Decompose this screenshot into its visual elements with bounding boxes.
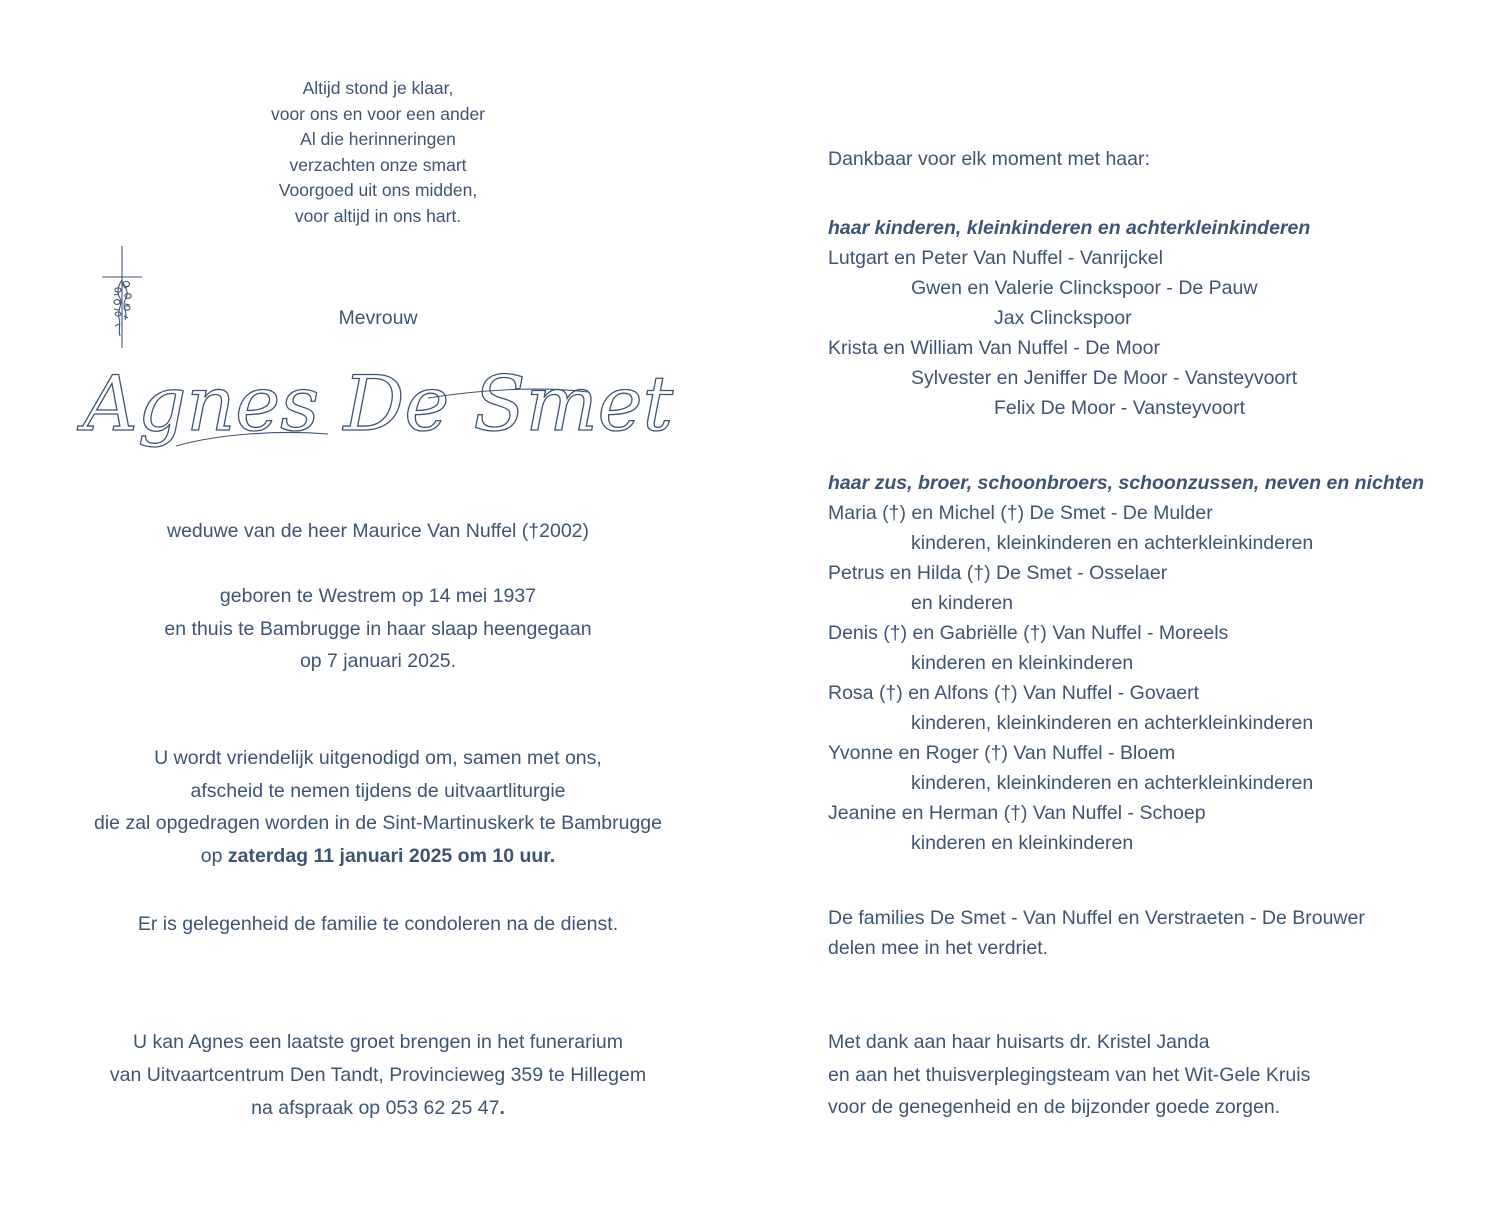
born-line: geboren te Westrem op 14 mei 1937	[219, 585, 537, 607]
greeting-last-line	[40, 1092, 716, 1125]
children-group	[828, 213, 1478, 423]
poem-line: Altijd stond je klaar,	[302, 78, 454, 98]
born-line: en thuis te Bambrugge in haar slaap heengegaan	[164, 617, 592, 640]
poem-line: Al die herinneringen	[300, 129, 456, 149]
thanks-note	[828, 1026, 1478, 1124]
family-line: Maria (†) en Michel (†) De Smet - De Mulder	[828, 502, 1213, 524]
greeting-line: van Uitvaartcentrum Den Tandt, Provincieweg 359 te Hillegem	[109, 1064, 647, 1086]
deceased-name: Agnes De Smet	[82, 359, 674, 448]
invite-line: afscheid te nemen tijdens de uitvaartliturgie	[190, 779, 566, 802]
funeral-invitation	[40, 742, 716, 872]
widow-line: weduwe van de heer Maurice Van Nuffel (†2002)	[166, 520, 590, 542]
families-line: De families De Smet - Van Nuffel en Verstraeten - De Brouwer	[828, 907, 1365, 929]
salutation: Mevrouw	[338, 307, 418, 329]
family-line: kinderen en kleinkinderen	[911, 832, 1134, 854]
family-line: Jeanine en Herman (†) Van Nuffel - Schoep	[828, 802, 1206, 824]
poem-line: voor ons en voor een ander	[270, 103, 486, 124]
thanks-line: Met dank aan haar huisarts dr. Kristel Janda	[828, 1031, 1210, 1053]
greeting-period: .	[499, 1097, 505, 1119]
invite-date-line	[40, 840, 716, 873]
family-line: kinderen, kleinkinderen en achterkleinkinderen	[911, 712, 1314, 734]
thanks-line: en aan het thuisverplegingsteam van het Wit-Gele Kruis	[828, 1063, 1311, 1086]
condolence-note: Er is gelegenheid de familie te condoleren na de dienst.	[137, 913, 619, 935]
family-line: en kinderen	[911, 592, 1013, 614]
funerarium-greeting	[40, 1026, 716, 1125]
birth-death-info	[40, 580, 716, 678]
greeting-phone: na afspraak op 053 62 25 47	[251, 1097, 500, 1119]
poem-line: voor altijd in ons hart.	[294, 205, 462, 226]
family-line: kinderen, kleinkinderen en achterkleinkinderen	[911, 532, 1314, 554]
invite-date: zaterdag 11 januari 2025 om 10 uur.	[227, 844, 556, 867]
family-line: Gwen en Valerie Clinckspoor - De Pauw	[911, 277, 1258, 299]
thanks-line: voor de genegenheid en de bijzonder goede zorgen.	[828, 1096, 1281, 1118]
family-line: kinderen, kleinkinderen en achterkleinkinderen	[911, 772, 1314, 794]
group-heading: haar kinderen, kleinkinderen en achterkleinkinderen	[828, 217, 1311, 239]
family-line: kinderen en kleinkinderen	[911, 652, 1134, 674]
poem-line: Voorgoed uit ons midden,	[278, 180, 478, 200]
family-line: Rosa (†) en Alfons (†) Van Nuffel - Govaert	[828, 682, 1200, 704]
family-line: Felix De Moor - Vansteyvoort	[994, 397, 1246, 419]
family-line: Sylvester en Jeniffer De Moor - Vansteyvoort	[911, 367, 1298, 389]
families-line: delen mee in het verdriet.	[828, 937, 1049, 959]
family-line: Yvonne en Roger (†) Van Nuffel - Bloem	[828, 742, 1176, 764]
greeting-line: U kan Agnes een laatste groet brengen in het funerarium	[133, 1031, 623, 1053]
poem-line: verzachten onze smart	[289, 154, 467, 175]
family-line: Krista en William Van Nuffel - De Moor	[828, 337, 1160, 359]
family-line: Petrus en Hilda (†) De Smet - Osselaer	[828, 562, 1168, 584]
group-heading: haar zus, broer, schoonbroers, schoonzussen, neven en nichten	[828, 472, 1424, 494]
invite-line: die zal opgedragen worden in de Sint-Martinuskerk te Bambrugge	[94, 812, 662, 834]
born-line: op 7 januari 2025.	[299, 650, 457, 672]
family-line: Jax Clinckspoor	[994, 307, 1132, 329]
thanks-title: Dankbaar voor elk moment met haar:	[828, 148, 1150, 170]
poem	[40, 76, 716, 229]
families-note	[828, 903, 1478, 963]
family-line: Denis (†) en Gabriëlle (†) Van Nuffel - Moreels	[828, 622, 1229, 644]
family-line: Lutgart en Peter Van Nuffel - Vanrijckel	[828, 247, 1163, 269]
invite-line: U wordt vriendelijk uitgenodigd om, samen met ons,	[154, 747, 602, 769]
siblings-group	[828, 468, 1478, 858]
invite-date-prefix: op	[200, 844, 228, 867]
cross-with-flowers-icon	[100, 244, 144, 350]
deceased-name-signature	[40, 338, 716, 478]
